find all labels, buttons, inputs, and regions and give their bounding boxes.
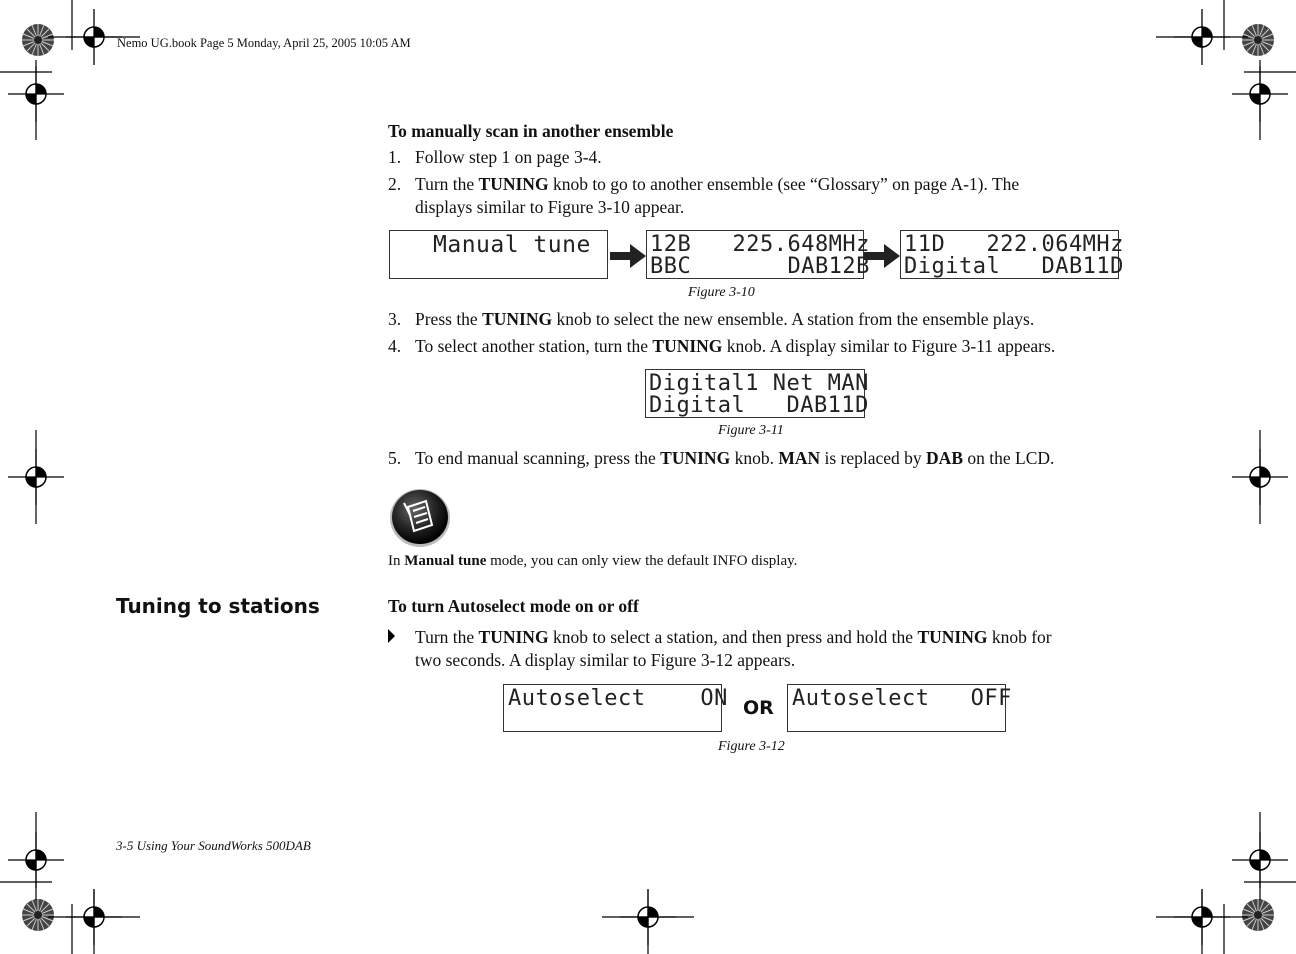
lcd-line-1: Autoselect ON bbox=[508, 686, 728, 711]
dab-keyword: DAB bbox=[926, 448, 963, 468]
lcd-display-autoselect-off bbox=[787, 684, 1012, 732]
step-text-mid: knob. bbox=[730, 448, 779, 468]
lcd-line-2: Digital DAB11D bbox=[904, 254, 1124, 279]
lcd-display-12b bbox=[646, 230, 870, 279]
autoselect-heading: To turn Autoselect mode on or off bbox=[388, 596, 639, 616]
step-text bbox=[415, 335, 1055, 358]
man-keyword: MAN bbox=[778, 448, 821, 468]
figure-caption: Figure 3-12 bbox=[718, 739, 785, 754]
step-2-line-2: displays similar to Figure 3-10 appear. bbox=[415, 197, 685, 217]
step-number: 1. bbox=[388, 147, 402, 167]
figure-caption: Figure 3-11 bbox=[718, 423, 784, 438]
figure-caption: Figure 3-10 bbox=[688, 285, 755, 300]
lcd-display-autoselect-on bbox=[503, 684, 728, 732]
step-text-post: knob. A display similar to Figure 3-11 appears. bbox=[722, 336, 1056, 356]
step-text-pre: To end manual scanning, press the bbox=[415, 448, 661, 468]
tuning-keyword: TUNING bbox=[652, 336, 723, 356]
tuning-keyword: TUNING bbox=[660, 448, 731, 468]
note-text bbox=[388, 553, 797, 570]
step-number: 5. bbox=[388, 448, 402, 468]
step-text-pre: Turn the bbox=[415, 174, 479, 194]
or-label: OR bbox=[743, 697, 774, 719]
lcd-line-2: Digital DAB11D bbox=[649, 393, 869, 418]
step-number: 3. bbox=[388, 309, 402, 329]
lcd-line-1: 11D 222.064MHz bbox=[904, 232, 1124, 257]
lcd-line-1: Autoselect OFF bbox=[792, 686, 1012, 711]
triangle-bullet-icon bbox=[387, 628, 397, 644]
step-text-post: knob to select the new ensemble. A station from the ensemble plays. bbox=[552, 309, 1035, 329]
lcd-display-manual-tune bbox=[389, 230, 608, 279]
step-text-post: knob for bbox=[987, 627, 1052, 647]
note-pre: In bbox=[388, 553, 405, 569]
step-text: Follow step 1 on page 3-4. bbox=[415, 147, 602, 167]
note-post: mode, you can only view the default INFO display. bbox=[486, 553, 798, 569]
page-header: Nemo UG.book Page 5 Monday, April 25, 2005 10:05 AM bbox=[117, 36, 411, 50]
step-text-pre: Turn the bbox=[415, 627, 479, 647]
lcd-display-digital bbox=[645, 369, 869, 418]
tuning-keyword: TUNING bbox=[917, 627, 988, 647]
arrow-right-icon bbox=[864, 244, 900, 268]
arrow-right-icon bbox=[610, 244, 646, 268]
step-text-pre: To select another station, turn the bbox=[415, 336, 653, 356]
step-text-pre: Press the bbox=[415, 309, 483, 329]
step-text-mid-2: is replaced by bbox=[820, 448, 927, 468]
tuning-keyword: TUNING bbox=[478, 174, 549, 194]
lcd-line-1: 12B 225.648MHz bbox=[650, 232, 870, 257]
lcd-line-2: BBC DAB12B bbox=[650, 254, 870, 279]
note-icon bbox=[388, 487, 452, 549]
step-text-post: knob to go to another ensemble (see “Glossary” on page A-1). The bbox=[548, 174, 1020, 194]
step-number: 2. bbox=[388, 174, 402, 194]
step-text bbox=[415, 173, 1019, 196]
manual-scan-heading: To manually scan in another ensemble bbox=[388, 121, 674, 141]
section-title: Tuning to stations bbox=[116, 594, 320, 618]
lcd-display-11d bbox=[900, 230, 1124, 279]
step-text-mid: knob to select a station, and then press and hold the bbox=[548, 627, 918, 647]
step-text-post: on the LCD. bbox=[963, 448, 1055, 468]
page-footer: 3-5 Using Your SoundWorks 500DAB bbox=[116, 838, 311, 853]
tuning-keyword: TUNING bbox=[478, 627, 549, 647]
tuning-keyword: TUNING bbox=[482, 309, 553, 329]
autoselect-step bbox=[415, 626, 1052, 649]
manual-tune-keyword: Manual tune bbox=[404, 553, 487, 569]
step-number: 4. bbox=[388, 336, 402, 356]
step-text bbox=[415, 308, 1034, 331]
lcd-line-1: Digital1 Net MAN bbox=[649, 371, 869, 396]
step-text bbox=[415, 447, 1054, 470]
autoselect-step-line-2: two seconds. A display similar to Figure 3-12 appears. bbox=[415, 650, 796, 670]
lcd-line-1: Manual tune bbox=[433, 232, 591, 258]
